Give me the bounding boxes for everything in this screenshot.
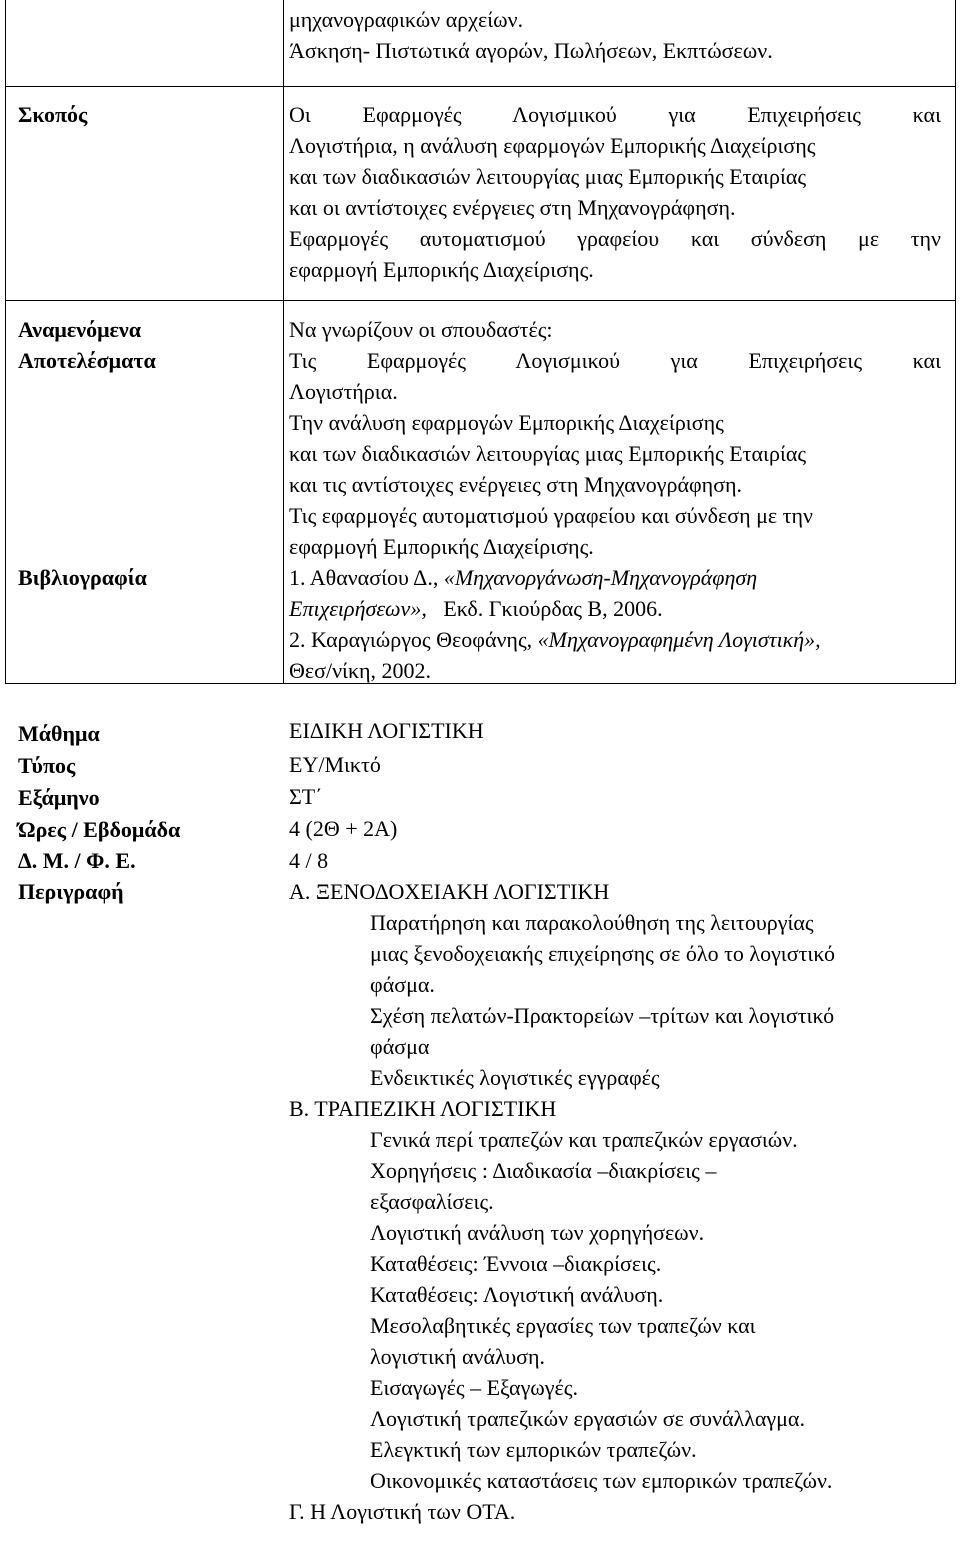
section-b-line: Εισαγωγές – Εξαγωγές. (370, 1375, 578, 1400)
apotelesmata-line: Τις Εφαρμογές Λογισμικού για Επιχειρήσεις και (289, 348, 941, 373)
skopos-line: εφαρμογή Εμπορικής Διαχείρισης. (289, 257, 594, 282)
apotelesmata-line: Τις εφαρμογές αυτοματισμού γραφείου και σύνδεση με την (289, 503, 813, 528)
column-divider (283, 0, 284, 683)
perigrafi-label: Περιγραφή (18, 879, 124, 904)
section-b-line: Λογιστική τραπεζικών εργασιών σε συνάλλαγμα. (370, 1406, 805, 1431)
reference-1 (289, 563, 757, 593)
section-b-line: εξασφαλίσεις. (370, 1189, 494, 1214)
reference-1-author: 1. Αθανασίου Δ., (289, 565, 439, 590)
section-b-line: Μεσολαβητικές εργασίες των τραπεζών και (370, 1313, 756, 1338)
apotelesmata-line: Να γνωρίζουν οι σπουδαστές: (289, 317, 553, 342)
reference-1-title: «Μηχανοργάνωση-Μηχανογράφηση (443, 565, 758, 590)
dm-label: Δ. Μ. / Φ. Ε. (18, 848, 136, 873)
apotelesmata-line: Την ανάλυση εφαρμογών Εμπορικής Διαχείρισης (289, 410, 724, 435)
section-a-line: φάσμα (370, 1034, 430, 1059)
apotelesmata-line: και των διαδικασιών λειτουργίας μιας Εμπορικής Εταιρίας (289, 441, 807, 466)
reference-1-cont (289, 594, 663, 624)
ores-label: Ώρες / Εβδομάδα (18, 817, 181, 842)
section-a-line: φάσμα. (370, 972, 435, 997)
apotelesmata-line: Λογιστήρια. (289, 379, 398, 404)
examino-value: ΣΤ΄ (289, 784, 323, 809)
section-a-line: Παρατήρηση και παρακολούθηση της λειτουργίας (370, 910, 814, 935)
reference-2-publisher: Θεσ/νίκη, 2002. (289, 658, 432, 683)
apotelesmata-line: εφαρμογή Εμπορικής Διαχείρισης. (289, 534, 594, 559)
reference-2-title: «Μηχανογραφημένη Λογιστική», (537, 627, 821, 652)
section-b-line: Χορηγήσεις : Διαδικασία –διακρίσεις – (370, 1158, 717, 1183)
section-b-title: Β. ΤΡΑΠΕΖΙΚΗ ΛΟΓΙΣΤΙΚΗ (289, 1096, 557, 1121)
reference-2 (289, 625, 821, 655)
section-b-line: Λογιστική ανάλυση των χορηγήσεων. (370, 1220, 705, 1245)
section-b-line: Καταθέσεις: Λογιστική ανάλυση. (370, 1282, 664, 1307)
section-a-line: Σχέση πελατών-Πρακτορείων –τρίτων και λογιστικό (370, 1003, 835, 1028)
skopos-line: Οι Εφαρμογές Λογισμικού για Επιχειρήσεις και (289, 102, 941, 127)
mathima-value: ΕΙΔΙΚΗ ΛΟΓΙΣΤΙΚΗ (289, 718, 484, 743)
ores-value: 4 (2Θ + 2Α) (289, 816, 398, 841)
vivliografia-label: Βιβλιογραφία (18, 565, 147, 590)
section-a-line: Ενδεικτικές λογιστικές εγγραφές (370, 1065, 660, 1090)
section-b-line: λογιστική ανάλυση. (370, 1344, 546, 1369)
reference-1-publisher: Εκδ. Γκιούρδας Β, 2006. (443, 596, 663, 621)
reference-2-author: 2. Καραγιώργος Θεοφάνης, (289, 627, 533, 652)
section-b-line: Καταθέσεις: Έννοια –διακρίσεις. (370, 1251, 662, 1276)
row-divider (6, 300, 955, 301)
typos-value: ΕΥ/Μικτό (289, 752, 381, 777)
intro-line: μηχανογραφικών αρχείων. (289, 7, 524, 32)
typos-label: Τύπος (18, 753, 76, 778)
section-a-title: Α. ΞΕΝΟΔΟΧΕΙΑΚΗ ΛΟΓΙΣΤΙΚΗ (289, 879, 610, 904)
skopos-line: και οι αντίστοιχες ενέργειες στη Μηχανογράφηση. (289, 195, 736, 220)
reference-1-title-cont: Επιχειρήσεων», (289, 596, 427, 621)
intro-line: Άσκηση- Πιστωτικά αγορών, Πωλήσεων, Εκπτώσεων. (289, 38, 773, 63)
apotelesmata-label: Αποτελέσματα (18, 348, 156, 373)
section-a-line: μιας ξενοδοχειακής επιχείρησης σε όλο το λογιστικό (370, 941, 835, 966)
section-b-line: Γενικά περί τραπεζών και τραπεζικών εργασιών. (370, 1127, 798, 1152)
apotelesmata-label: Αναμενόμενα (18, 317, 142, 342)
section-b-line: Οικονομικές καταστάσεις των εμπορικών τραπεζών. (370, 1468, 833, 1493)
apotelesmata-line: και τις αντίστοιχες ενέργειες στη Μηχανογράφηση. (289, 472, 743, 497)
skopos-line: Λογιστήρια, η ανάλυση εφαρμογών Εμπορικής Διαχείρισης (289, 133, 816, 158)
section-b-line: Ελεγκτική των εμπορικών τραπεζών. (370, 1437, 697, 1462)
skopos-line: και των διαδικασιών λειτουργίας μιας Εμπορικής Εταιρίας (289, 164, 807, 189)
mathima-label: Μάθημα (18, 721, 100, 746)
examino-label: Εξάμηνο (18, 785, 100, 810)
skopos-line: Εφαρμογές αυτοματισμού γραφείου και σύνδεση με την (289, 226, 941, 251)
section-c-title: Γ. Η Λογιστική των ΟΤΑ. (289, 1499, 516, 1524)
skopos-label: Σκοπός (18, 102, 88, 127)
row-divider (6, 86, 955, 87)
dm-value: 4 / 8 (289, 848, 329, 873)
